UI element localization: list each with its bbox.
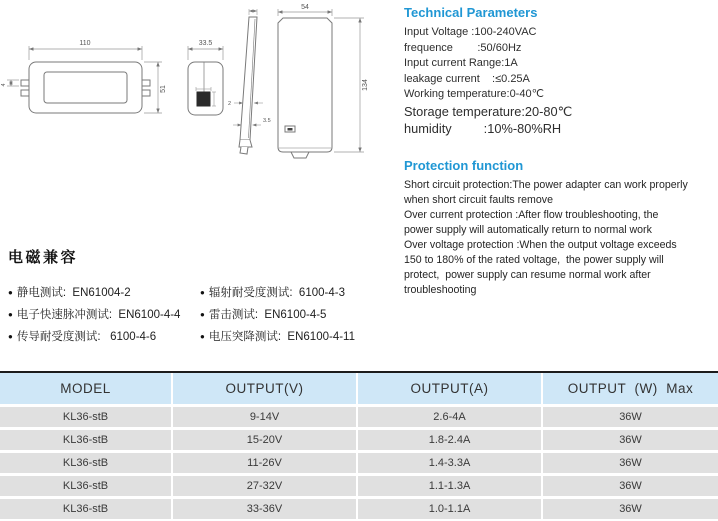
output-wattage-cell: 36W xyxy=(543,476,718,496)
output-voltage-cell: 33-36V xyxy=(173,499,356,519)
output-current-cell: 2.6-4A xyxy=(358,407,541,427)
emc-left-column xyxy=(8,282,200,348)
protection-line: power supply will automatically return to normal work xyxy=(404,224,652,236)
model-cell: KL36-stB xyxy=(0,430,171,450)
parameter-line: Input Voltage :100-240VAC xyxy=(404,26,537,38)
front-height-dim: 51 xyxy=(160,85,167,93)
table-header-cell: OUTPUT (W) Max xyxy=(543,373,718,404)
protection-line: Short circuit protection:The power adapter can work properly xyxy=(404,179,688,191)
technical-parameters-section xyxy=(404,5,718,137)
table-row xyxy=(0,430,718,450)
parameter-list xyxy=(404,25,718,103)
output-voltage-cell: 15-20V xyxy=(173,430,356,450)
side-width-dim: 54 xyxy=(301,4,309,11)
end-width-dim: 33.5 xyxy=(198,40,213,47)
protection-line: when short circuit faults remove xyxy=(404,194,553,206)
parameter-line: Working temperature:0-40℃ xyxy=(404,88,544,100)
protection-function-section xyxy=(404,158,718,298)
side-height-dim: 134 xyxy=(362,79,369,91)
table-body xyxy=(0,407,718,519)
protection-text xyxy=(404,178,718,298)
table-row xyxy=(0,453,718,473)
bullet-icon: ● xyxy=(200,310,205,319)
emc-test-item xyxy=(200,326,355,348)
profile-foot-dim: 3.5 xyxy=(263,118,271,124)
emc-test-label: 电子快速脉冲测试: EN6100-4-4 xyxy=(16,309,181,321)
parameter-list-large xyxy=(404,103,718,137)
bullet-icon: ● xyxy=(8,288,13,297)
emc-test-label: 传导耐受度测试: 6100-4-6 xyxy=(16,331,157,343)
output-wattage-cell: 36W xyxy=(543,407,718,427)
emc-columns xyxy=(8,282,398,348)
protection-line: troubleshooting xyxy=(404,284,477,296)
emc-right-column xyxy=(200,282,355,348)
protection-line: protect, power supply can resume normal work after xyxy=(404,269,651,281)
bullet-icon: ● xyxy=(8,310,13,319)
front-clip-dim: 4 xyxy=(1,83,7,87)
profile-view-drawing xyxy=(228,9,271,154)
parameter-line: Input current Range:1A xyxy=(404,57,518,69)
emc-test-label: 静电测试: EN61004-2 xyxy=(16,287,131,299)
output-current-cell: 1.1-1.3A xyxy=(358,476,541,496)
parameter-line: leakage current :≤0.25A xyxy=(404,72,530,85)
model-cell: KL36-stB xyxy=(0,499,171,519)
protection-line: Over voltage protection :When the output voltage exceeds xyxy=(404,239,677,251)
emc-test-item xyxy=(200,304,355,326)
output-wattage-cell: 36W xyxy=(543,430,718,450)
dimension-drawings xyxy=(0,0,380,170)
bullet-icon: ● xyxy=(8,332,13,341)
protection-line: Over current protection :After flow troubleshooting, the xyxy=(404,209,659,221)
table-row xyxy=(0,407,718,427)
output-wattage-cell: 36W xyxy=(543,499,718,519)
parameter-line: frequence :50/60Hz xyxy=(404,41,522,54)
table-header-cell: OUTPUT(A) xyxy=(358,373,541,404)
table-header-cell: MODEL xyxy=(0,373,171,404)
emc-test-item xyxy=(200,282,355,304)
model-cell: KL36-stB xyxy=(0,476,171,496)
output-wattage-cell: 36W xyxy=(543,453,718,473)
output-voltage-cell: 27-32V xyxy=(173,476,356,496)
model-cell: KL36-stB xyxy=(0,407,171,427)
end-view-drawing xyxy=(188,40,223,115)
side-view-drawing xyxy=(278,4,369,158)
table-header-row xyxy=(0,373,718,404)
table-row xyxy=(0,476,718,496)
technical-parameters-title: Technical Parameters xyxy=(404,5,538,20)
parameter-line: Storage temperature:20-80℃ xyxy=(404,103,573,119)
emc-test-label: 雷击测试: EN6100-4-5 xyxy=(208,309,327,321)
front-view-drawing xyxy=(1,40,167,113)
front-width-dim: 110 xyxy=(79,40,91,47)
parameter-line: humidity :10%-80%RH xyxy=(404,120,562,136)
emc-test-item xyxy=(8,282,200,304)
output-voltage-cell: 9-14V xyxy=(173,407,356,427)
profile-thickness-dim: 2 xyxy=(227,101,231,107)
output-voltage-cell: 11-26V xyxy=(173,453,356,473)
table-header-cell: OUTPUT(V) xyxy=(173,373,356,404)
protection-function-title: Protection function xyxy=(404,158,524,173)
emc-section xyxy=(8,246,398,348)
protection-line: 150 to 180% of the rated voltage, the power supply will xyxy=(404,254,664,266)
emc-test-item xyxy=(8,304,200,326)
emc-test-label: 电压突降测试: EN6100-4-11 xyxy=(208,331,355,343)
emc-test-item xyxy=(8,326,200,348)
emc-test-label: 辐射耐受度测试: 6100-4-3 xyxy=(208,287,345,299)
bullet-icon: ● xyxy=(200,288,205,297)
bullet-icon: ● xyxy=(200,332,205,341)
output-current-cell: 1.8-2.4A xyxy=(358,430,541,450)
output-current-cell: 1.0-1.1A xyxy=(358,499,541,519)
model-cell: KL36-stB xyxy=(0,453,171,473)
output-spec-table xyxy=(0,371,718,519)
table-row xyxy=(0,499,718,519)
output-current-cell: 1.4-3.3A xyxy=(358,453,541,473)
emc-title: 电磁兼容 xyxy=(8,249,79,266)
